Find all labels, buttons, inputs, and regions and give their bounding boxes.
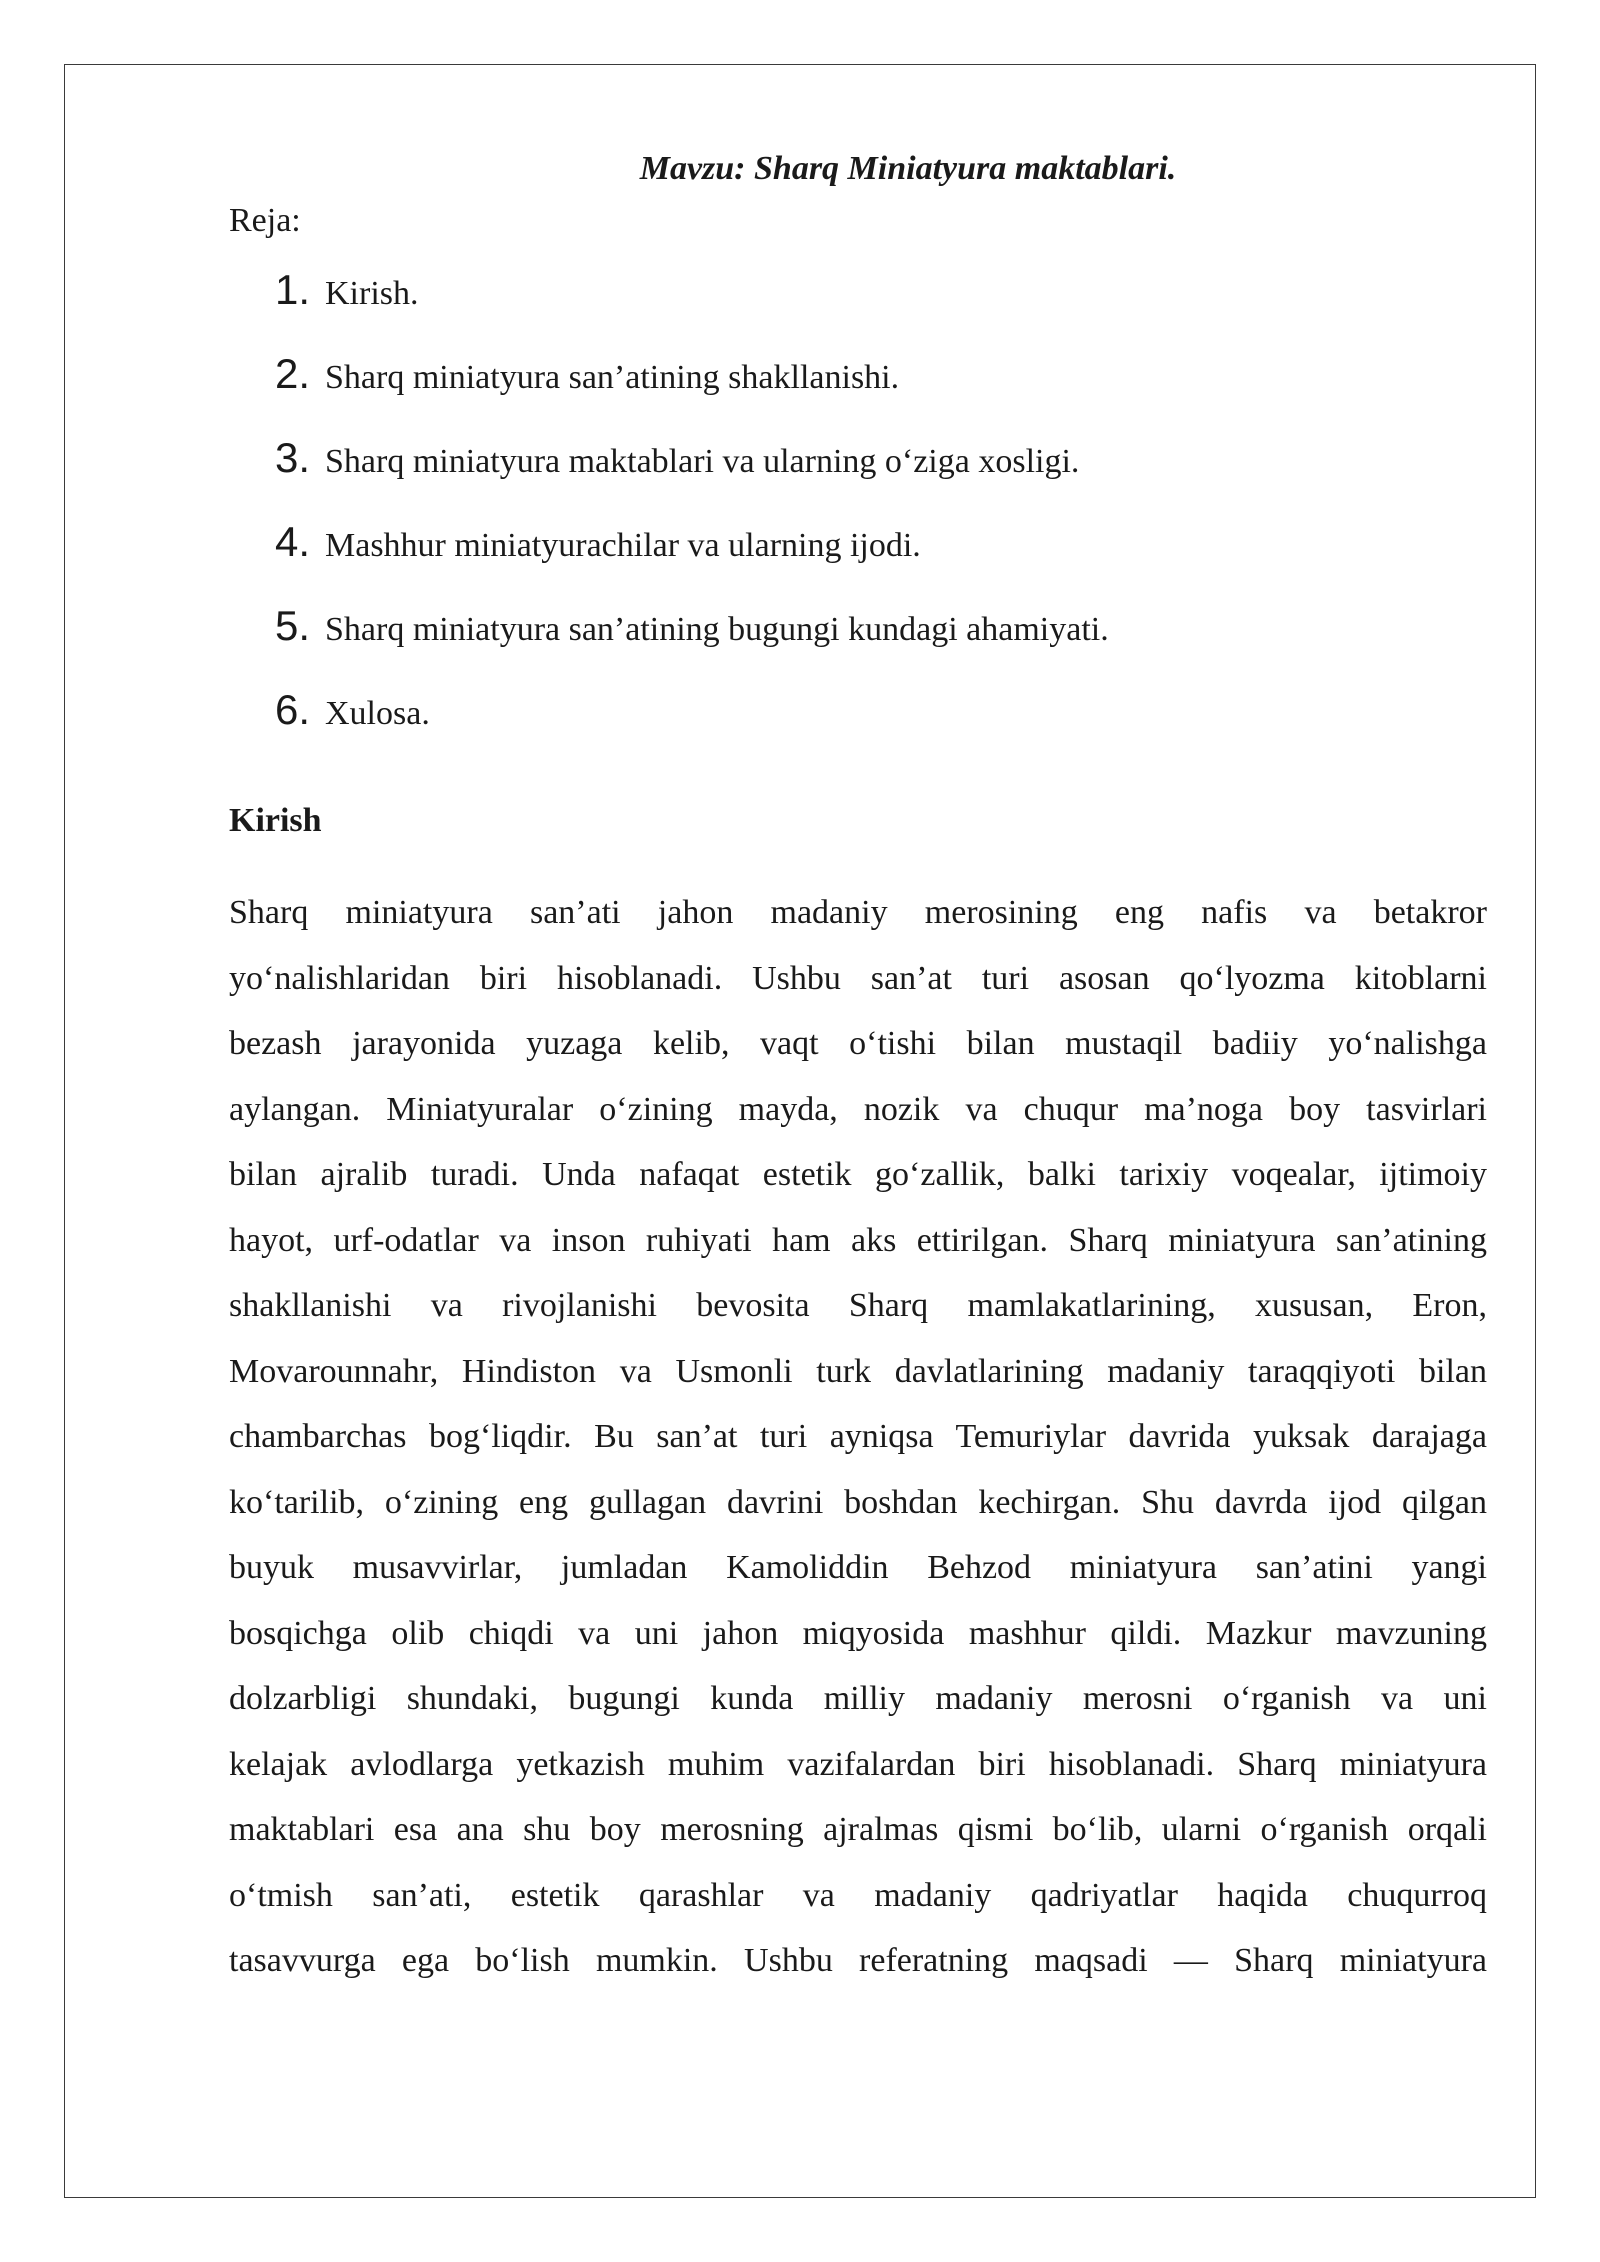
paragraph-line: bezash jarayonida yuzaga kelib, vaqt o‘tishi bilan mustaqil badiiy yo‘nalishga <box>229 1025 1487 1062</box>
plan-item <box>275 686 1487 770</box>
paragraph-line: shakllanishi va rivojlanishi bevosita Sharq mamlakatlarining, xususan, Eron, <box>229 1287 1487 1324</box>
plan-item-text: Mashhur miniatyurachilar va ularning ijodi. <box>325 527 921 564</box>
plan-item-text: Sharq miniatyura san’atining bugungi kundagi ahamiyati. <box>325 611 1109 648</box>
paragraph-line: hayot, urf-odatlar va inson ruhiyati ham aks ettirilgan. Sharq miniatyura san’atining <box>229 1221 1487 1259</box>
plan-item-number: 6. <box>275 686 311 733</box>
paragraph-line: dolzarbligi shundaki, bugungi kunda milliy madaniy merosni o‘rganish va uni <box>229 1680 1487 1717</box>
paragraph-line: aylangan. Miniatyuralar o‘zining mayda, nozik va chuqur ma’noga boy tasvirlari <box>229 1090 1487 1128</box>
paragraph-line: ko‘tarilib, o‘zining eng gullagan davrini boshdan kechirgan. Shu davrda ijod qilgan <box>229 1483 1487 1521</box>
plan-item-number: 4. <box>275 518 311 565</box>
section-heading: Kirish <box>229 802 322 839</box>
paragraph-line: chambarchas bog‘liqdir. Bu san’at turi ayniqsa Temuriylar davrida yuksak darajaga <box>229 1418 1487 1455</box>
plan-item <box>275 602 1487 686</box>
document-title: Mavzu: Sharq Miniatyura maktablari. <box>639 150 1177 187</box>
paragraph-line: bosqichga olib chiqdi va uni jahon miqyosida mashhur qildi. Mazkur mavzuning <box>229 1614 1487 1652</box>
plan-item <box>275 434 1487 518</box>
paragraph-line: bilan ajralib turadi. Unda nafaqat estetik go‘zallik, balki tarixiy voqealar, ijtimoiy <box>229 1156 1487 1193</box>
plan-item <box>275 266 1487 350</box>
body-paragraph <box>229 880 1487 1994</box>
paragraph-line: tasavvurga ega bo‘lish mumkin. Ushbu referatning maqsadi — Sharq miniatyura <box>229 1942 1487 1979</box>
plan-item-number: 2. <box>275 350 311 397</box>
plan-item-text: Xulosa. <box>325 695 430 732</box>
plan-item-text: Kirish. <box>325 275 419 312</box>
paragraph-line: Sharq miniatyura san’ati jahon madaniy merosining eng nafis va betakror <box>229 894 1487 931</box>
paragraph-line: o‘tmish san’ati, estetik qarashlar va madaniy qadriyatlar haqida chuqurroq <box>229 1876 1487 1914</box>
plan-item-number: 3. <box>275 434 311 481</box>
plan-label: Reja: <box>229 202 301 239</box>
plan-item-text: Sharq miniatyura san’atining shakllanishi. <box>325 359 900 396</box>
plan-item <box>275 350 1487 434</box>
paragraph-line: yo‘nalishlaridan biri hisoblanadi. Ushbu san’at turi asosan qo‘lyozma kitoblarni <box>229 959 1487 997</box>
document-content <box>229 148 1487 1994</box>
plan-item-number: 1. <box>275 266 311 313</box>
paragraph-line: buyuk musavvirlar, jumladan Kamoliddin Behzod miniatyura san’atini yangi <box>229 1549 1487 1586</box>
plan-list <box>229 266 1487 770</box>
paragraph-line: kelajak avlodlarga yetkazish muhim vazifalardan biri hisoblanadi. Sharq miniatyura <box>229 1745 1487 1783</box>
paragraph-line: maktablari esa ana shu boy merosning ajralmas qismi bo‘lib, ularni o‘rganish orqali <box>229 1811 1487 1848</box>
paragraph-line: Movarounnahr, Hindiston va Usmonli turk davlatlarining madaniy taraqqiyoti bilan <box>229 1352 1487 1390</box>
plan-item-number: 5. <box>275 602 311 649</box>
plan-item <box>275 518 1487 602</box>
plan-item-text: Sharq miniatyura maktablari va ularning o‘ziga xosligi. <box>325 443 1080 480</box>
